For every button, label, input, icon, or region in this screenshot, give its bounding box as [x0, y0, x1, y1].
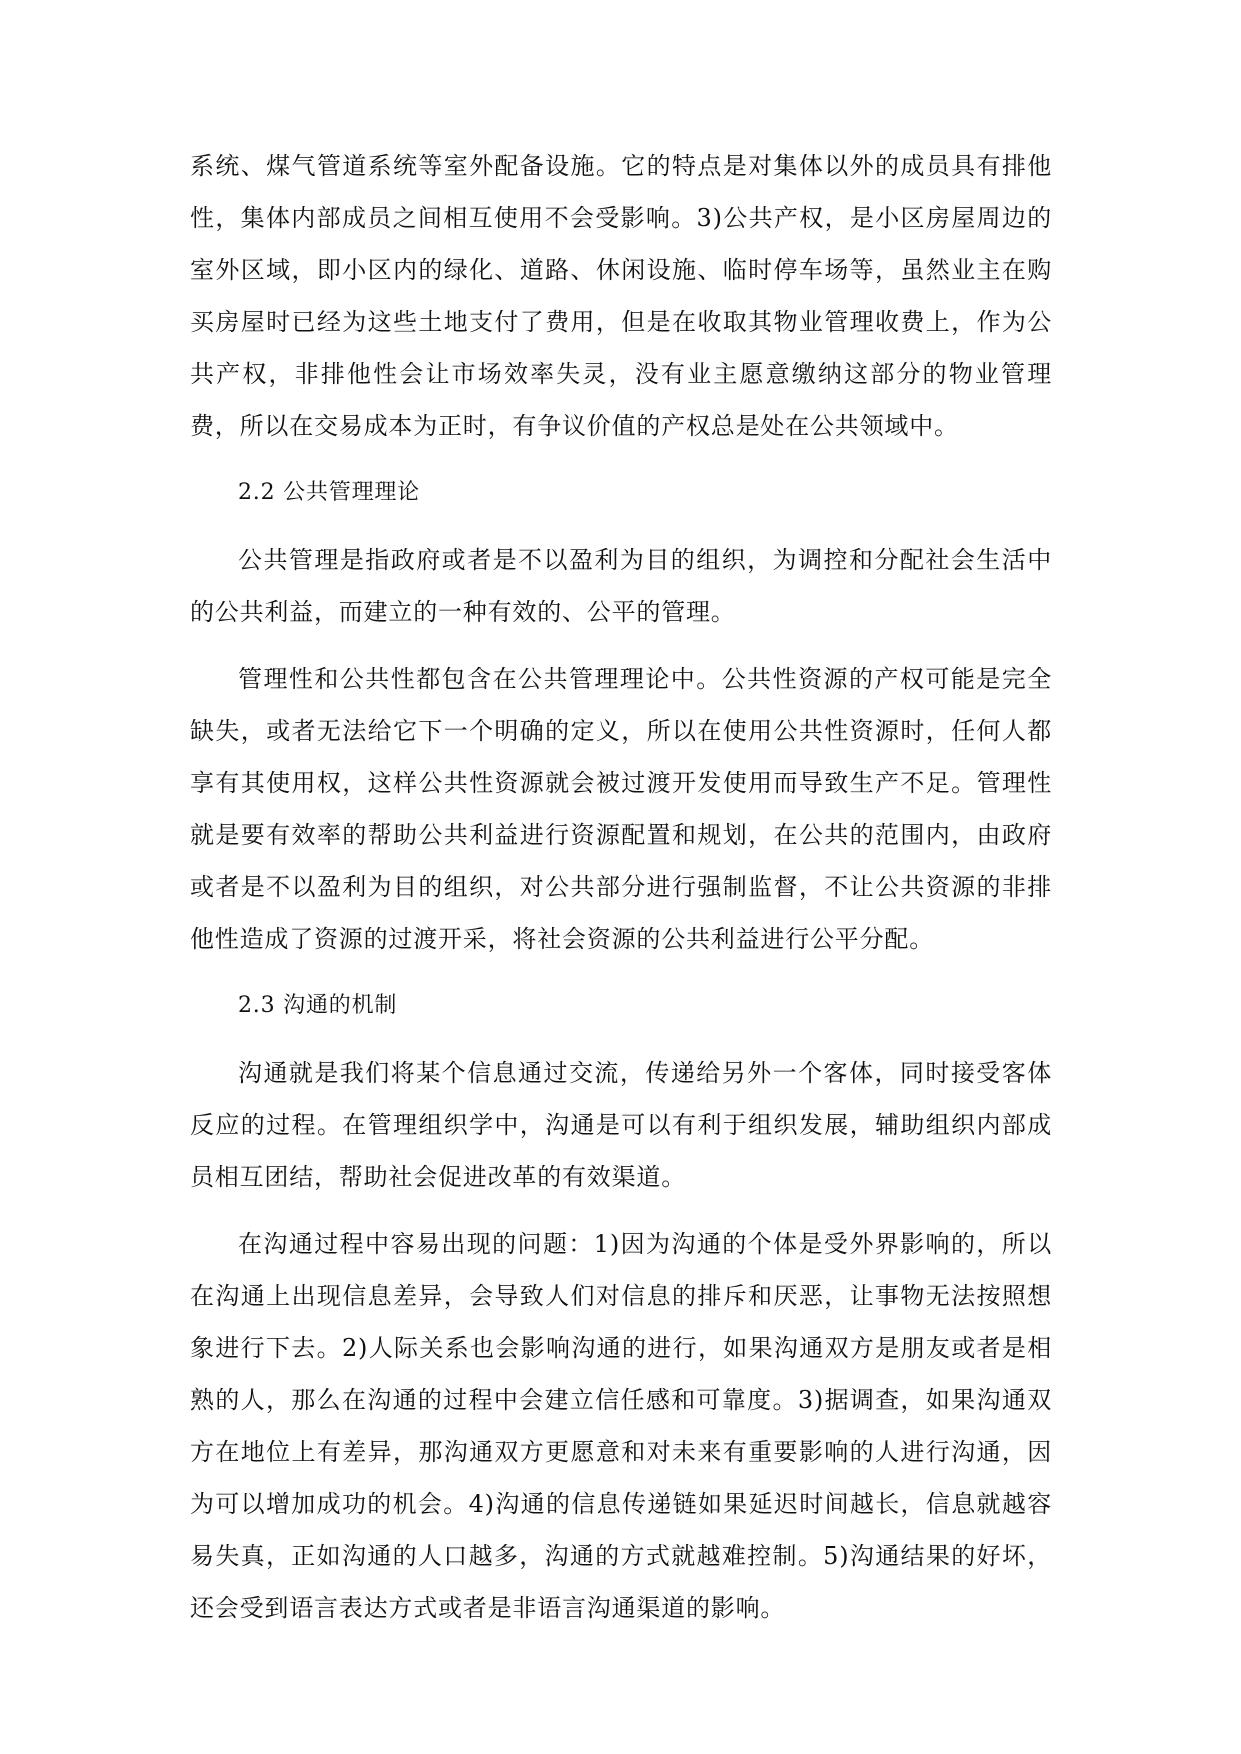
section-heading-2-2: 2.2 公共管理理论 [238, 480, 420, 505]
paragraph-public-management-definition: 公共管理是指政府或者是不以盈利为目的组织，为调控和分配社会生活中的公共利益，而建立的一种有效的、公平的管理。 [190, 546, 1052, 626]
paragraph-communication-problems: 在沟通过程中容易出现的问题：1)因为沟通的个体是受外界影响的，所以在沟通上出现信息差异，会导致人们对信息的排斥和厌恶，让事物无法按照想象进行下去。2)人际关系也会影响沟通的进行，如果沟通双方是朋友或者是相熟的人，那么在沟通的过程中会建立信任感和可靠度。3)据调查，如果沟通双方在地位上有差异，那沟通双方更愿意和对未来有重要影响的人进行沟通，因为可以增加成功的机会。4)沟通的信息传递链如果延迟时间越长，信息就越容易失真，正如沟通的人口越多，沟通的方式就越难控制。5)沟通结果的好坏，还会受到语言表达方式或者是非语言沟通渠道的影响。 [190, 1230, 1052, 1622]
paragraph-communication-definition: 沟通就是我们将某个信息通过交流，传递给另外一个客体，同时接受客体反应的过程。在管理组织学中，沟通是可以有利于组织发展，辅助组织内部成员相互团结，帮助社会促进改革的有效渠道。 [190, 1059, 1052, 1191]
document-page [190, 140, 1052, 1649]
paragraph-property-rights-continued: 系统、煤气管道系统等室外配备设施。它的特点是对集体以外的成员具有排他性，集体内部成员之间相互使用不会受影响。3)公共产权，是小区房屋周边的室外区域，即小区内的绿化、道路、休闲设施、临时停车场等，虽然业主在购买房屋时已经为这些土地支付了费用，但是在收取其物业管理收费上，作为公共产权，非排他性会让市场效率失灵，没有业主愿意缴纳这部分的物业管理费，所以在交易成本为正时，有争议价值的产权总是处在公共领域中。 [190, 152, 1052, 440]
paragraph-public-management-theory: 管理性和公共性都包含在公共管理理论中。公共性资源的产权可能是完全缺失，或者无法给它下一个明确的定义，所以在使用公共性资源时，任何人都享有其使用权，这样公共性资源就会被过渡开发使用而导致生产不足。管理性就是要有效率的帮助公共利益进行资源配置和规划，在公共的范围内，由政府或者是不以盈利为目的组织，对公共部分进行强制监督，不让公共资源的非排他性造成了资源的过渡开采，将社会资源的公共利益进行公平分配。 [190, 665, 1052, 953]
section-heading-2-3: 2.3 沟通的机制 [238, 993, 398, 1018]
